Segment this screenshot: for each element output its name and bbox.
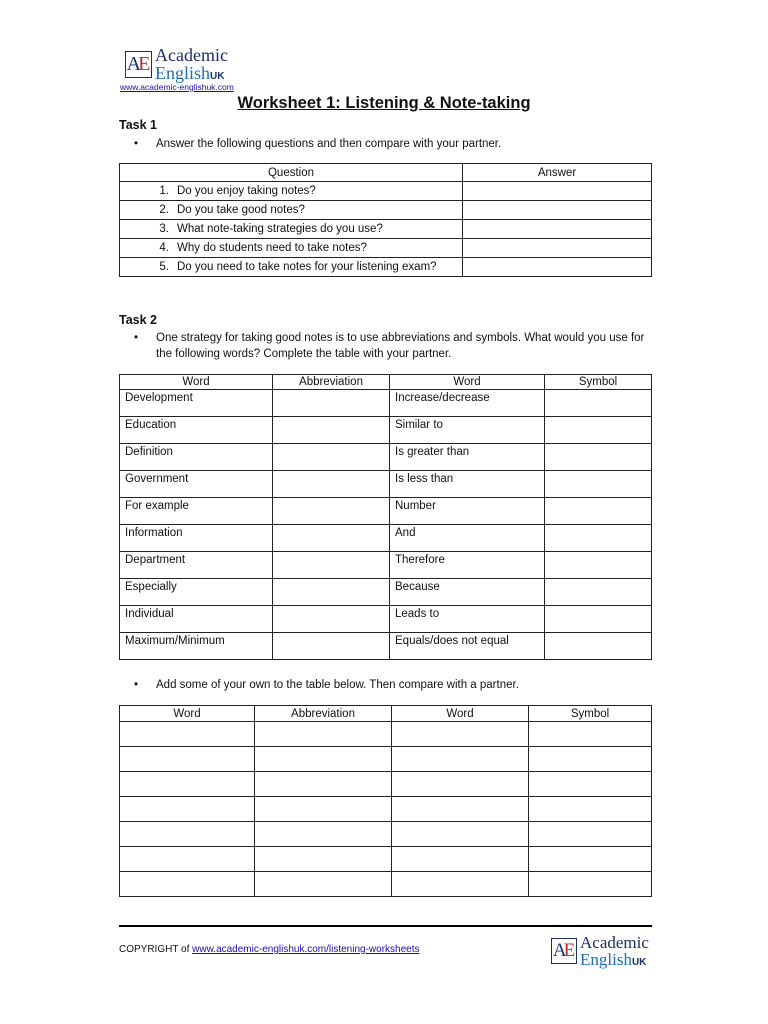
- abbreviation-cell[interactable]: [273, 579, 390, 606]
- answer-cell[interactable]: [463, 220, 652, 239]
- answer-cell[interactable]: [463, 258, 652, 277]
- symbol-cell[interactable]: [545, 579, 652, 606]
- question-cell: [120, 239, 463, 258]
- word-cell[interactable]: [120, 722, 255, 747]
- word-cell[interactable]: [392, 822, 529, 847]
- table-row: [120, 822, 652, 847]
- abbreviation-cell[interactable]: [273, 498, 390, 525]
- task1-question-table: [119, 163, 652, 277]
- word-cell: Number: [390, 498, 545, 525]
- table-row: [120, 722, 652, 747]
- word-cell[interactable]: [120, 872, 255, 897]
- table-row: [120, 182, 652, 201]
- abbreviation-symbol-table: [119, 374, 652, 660]
- word-cell: And: [390, 525, 545, 552]
- symbol-cell[interactable]: [545, 606, 652, 633]
- word-cell: Education: [120, 417, 273, 444]
- word-cell: Equals/does not equal: [390, 633, 545, 660]
- academic-english-uk-logo: [125, 46, 228, 83]
- ae-logo-icon: A E: [551, 938, 577, 964]
- symbol-cell[interactable]: [529, 747, 652, 772]
- symbol-cell[interactable]: [545, 552, 652, 579]
- table-row: [120, 239, 652, 258]
- bullet-icon: •: [134, 332, 139, 344]
- task2-heading: Task 2: [119, 313, 157, 327]
- table-row: [120, 747, 652, 772]
- column-header-abbreviation: Abbreviation: [255, 706, 392, 722]
- abbreviation-cell[interactable]: [255, 747, 392, 772]
- task1-instruction: • Answer the following questions and then compare with your partner.: [134, 138, 502, 150]
- word-cell: Is greater than: [390, 444, 545, 471]
- symbol-cell[interactable]: [529, 847, 652, 872]
- abbreviation-cell[interactable]: [273, 633, 390, 660]
- column-header-question: Question: [120, 164, 463, 182]
- word-cell: Because: [390, 579, 545, 606]
- symbol-cell[interactable]: [529, 772, 652, 797]
- abbreviation-cell[interactable]: [273, 606, 390, 633]
- footer-copyright: COPYRIGHT of www.academic-englishuk.com/listening-worksheets: [119, 944, 420, 955]
- symbol-cell[interactable]: [545, 633, 652, 660]
- word-cell[interactable]: [120, 822, 255, 847]
- question-number: 2.: [159, 204, 169, 216]
- word-cell: Definition: [120, 444, 273, 471]
- abbreviation-cell[interactable]: [255, 722, 392, 747]
- question-cell: [120, 258, 463, 277]
- word-cell[interactable]: [392, 872, 529, 897]
- word-cell[interactable]: [392, 797, 529, 822]
- abbreviation-cell[interactable]: [255, 822, 392, 847]
- footer-link[interactable]: www.academic-englishuk.com/listening-worksheets: [192, 944, 420, 955]
- word-cell: Increase/decrease: [390, 390, 545, 417]
- question-number: 5.: [159, 261, 169, 273]
- academic-english-uk-logo: [551, 934, 649, 969]
- task2-instruction: • One strategy for taking good notes is to use abbreviations and symbols. What would you use for the following words? Complete the table with your partner.: [134, 332, 645, 360]
- table-header-row: [120, 375, 652, 390]
- word-cell: Information: [120, 525, 273, 552]
- symbol-cell[interactable]: [545, 417, 652, 444]
- abbreviation-cell[interactable]: [273, 552, 390, 579]
- word-cell[interactable]: [120, 847, 255, 872]
- symbol-cell[interactable]: [529, 722, 652, 747]
- table-row: [120, 498, 652, 525]
- table-row: [120, 552, 652, 579]
- table-row: [120, 847, 652, 872]
- abbreviation-cell[interactable]: [273, 390, 390, 417]
- table-row: [120, 220, 652, 239]
- table-row: [120, 201, 652, 220]
- column-header-symbol: Symbol: [545, 375, 652, 390]
- answer-cell[interactable]: [463, 182, 652, 201]
- column-header-word: Word: [390, 375, 545, 390]
- word-cell: Similar to: [390, 417, 545, 444]
- word-cell: Maximum/Minimum: [120, 633, 273, 660]
- question-text: Why do students need to take notes?: [177, 242, 367, 254]
- table-row: [120, 872, 652, 897]
- table-row: [120, 390, 652, 417]
- abbreviation-cell[interactable]: [255, 872, 392, 897]
- symbol-cell[interactable]: [529, 822, 652, 847]
- word-cell: Department: [120, 552, 273, 579]
- symbol-cell[interactable]: [545, 525, 652, 552]
- logo-wordmark: Academic EnglishUK: [155, 45, 228, 83]
- column-header-word: Word: [120, 706, 255, 722]
- column-header-word: Word: [392, 706, 529, 722]
- question-cell: [120, 220, 463, 239]
- table-row: [120, 797, 652, 822]
- word-cell: Leads to: [390, 606, 545, 633]
- question-text: Do you enjoy taking notes?: [177, 185, 316, 197]
- table-header-row: [120, 164, 652, 182]
- column-header-answer: Answer: [463, 164, 652, 182]
- word-cell: Especially: [120, 579, 273, 606]
- abbreviation-cell[interactable]: [273, 444, 390, 471]
- bullet-icon: •: [134, 679, 139, 691]
- question-cell: [120, 201, 463, 220]
- symbol-cell[interactable]: [529, 872, 652, 897]
- word-cell[interactable]: [392, 847, 529, 872]
- symbol-cell[interactable]: [545, 498, 652, 525]
- worksheet-title: Worksheet 1: Listening & Note-taking: [237, 94, 531, 112]
- table-row: [120, 471, 652, 498]
- word-cell: Individual: [120, 606, 273, 633]
- table-row: [120, 772, 652, 797]
- bullet-icon: •: [134, 138, 139, 150]
- column-header-abbreviation: Abbreviation: [273, 375, 390, 390]
- word-cell: Is less than: [390, 471, 545, 498]
- ae-logo-icon: A E: [125, 51, 152, 78]
- abbreviation-cell[interactable]: [255, 847, 392, 872]
- question-number: 1.: [159, 185, 169, 197]
- word-cell[interactable]: [392, 747, 529, 772]
- table-row: [120, 258, 652, 277]
- word-cell: For example: [120, 498, 273, 525]
- table-row: [120, 579, 652, 606]
- table-header-row: [120, 706, 652, 722]
- own-words-table: [119, 705, 652, 897]
- table-row: [120, 525, 652, 552]
- word-cell: Therefore: [390, 552, 545, 579]
- word-cell: Development: [120, 390, 273, 417]
- question-number: 4.: [159, 242, 169, 254]
- answer-cell[interactable]: [463, 239, 652, 258]
- column-header-symbol: Symbol: [529, 706, 652, 722]
- symbol-cell[interactable]: [545, 390, 652, 417]
- table-row: [120, 606, 652, 633]
- word-cell[interactable]: [120, 797, 255, 822]
- word-cell[interactable]: [392, 772, 529, 797]
- question-text: What note-taking strategies do you use?: [177, 223, 383, 235]
- task3-instruction: • Add some of your own to the table below. Then compare with a partner.: [134, 679, 519, 691]
- answer-cell[interactable]: [463, 201, 652, 220]
- word-cell[interactable]: [120, 772, 255, 797]
- abbreviation-cell[interactable]: [273, 471, 390, 498]
- abbreviation-cell[interactable]: [255, 772, 392, 797]
- question-number: 3.: [159, 223, 169, 235]
- table-row: [120, 633, 652, 660]
- symbol-cell[interactable]: [529, 797, 652, 822]
- site-link[interactable]: www.academic-englishuk.com: [120, 82, 234, 92]
- footer-divider: [119, 925, 652, 927]
- table-row: [120, 417, 652, 444]
- word-cell[interactable]: [120, 747, 255, 772]
- abbreviation-cell[interactable]: [273, 525, 390, 552]
- column-header-word: Word: [120, 375, 273, 390]
- question-cell: [120, 182, 463, 201]
- abbreviation-cell[interactable]: [255, 797, 392, 822]
- abbreviation-cell[interactable]: [273, 417, 390, 444]
- symbol-cell[interactable]: [545, 444, 652, 471]
- word-cell: Government: [120, 471, 273, 498]
- task1-heading: Task 1: [119, 118, 157, 132]
- question-text: Do you need to take notes for your listening exam?: [177, 261, 437, 273]
- symbol-cell[interactable]: [545, 471, 652, 498]
- table-row: [120, 444, 652, 471]
- logo-wordmark: Academic EnglishUK: [580, 933, 649, 969]
- word-cell[interactable]: [392, 722, 529, 747]
- question-text: Do you take good notes?: [177, 204, 305, 216]
